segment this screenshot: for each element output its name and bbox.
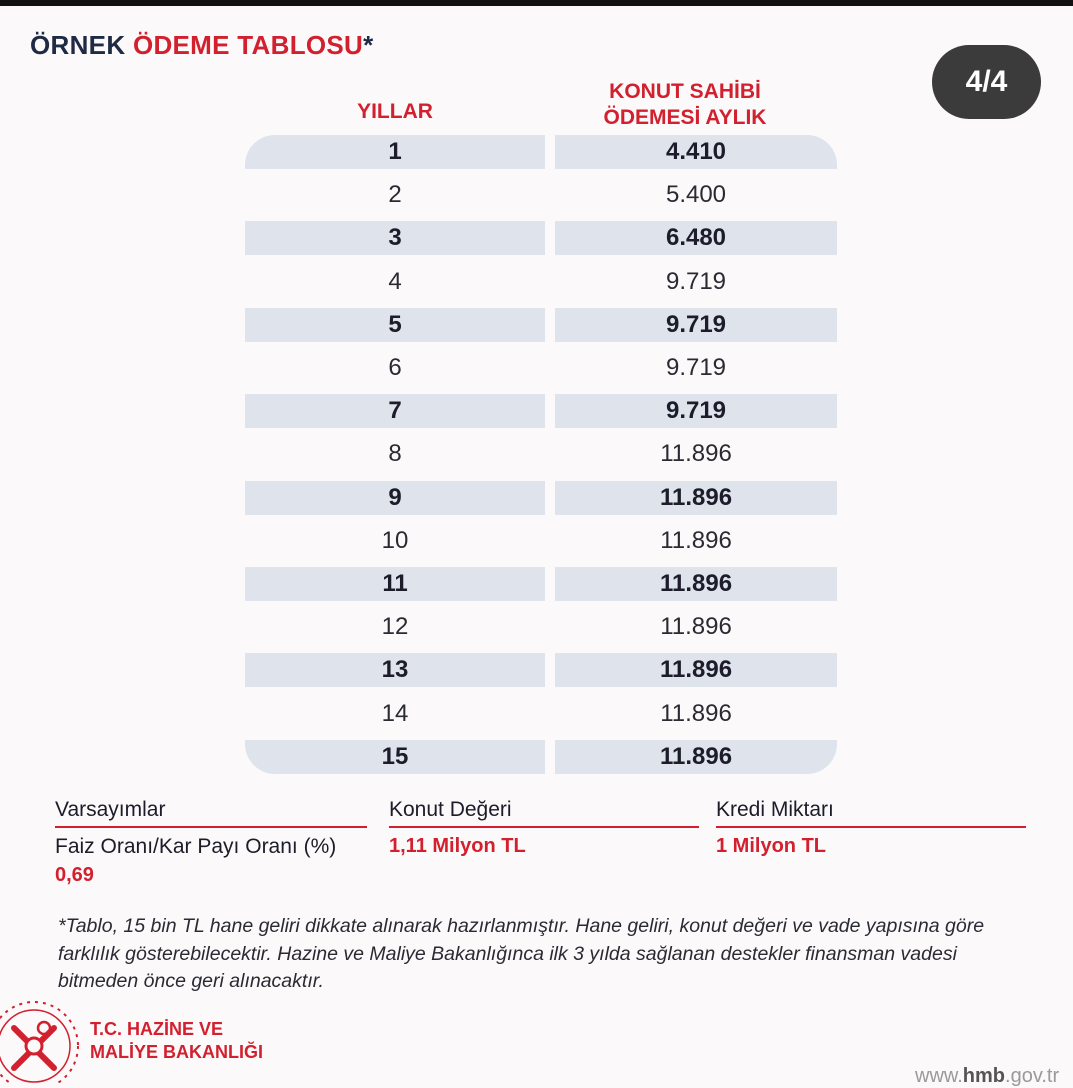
table-row <box>245 437 837 471</box>
table-row <box>245 351 837 385</box>
year-cell: 14 <box>381 700 409 727</box>
payment-cell: 9.719 <box>665 268 727 295</box>
payment-cell: 11.896 <box>660 440 732 467</box>
ministry-name-line2: MALİYE BAKANLIĞI <box>90 1042 263 1062</box>
url-domain: hmb <box>962 1065 1006 1087</box>
year-cell: 13 <box>245 653 545 687</box>
year-cell: 12 <box>381 613 409 640</box>
house-value: 1,11 Milyon TL <box>389 835 526 857</box>
table-row <box>245 265 837 299</box>
year-cell: 15 <box>245 740 545 774</box>
payment-cell: 11.896 <box>555 740 837 774</box>
payment-cell: 11.896 <box>555 567 837 601</box>
table-row <box>245 610 837 644</box>
column-header-payment-line2: ÖDEMESİ AYLIK <box>603 106 767 129</box>
column-header-payment-line1: KONUT SAHİBİ <box>609 80 761 103</box>
table-row <box>245 221 837 255</box>
payment-cell: 11.896 <box>555 481 837 515</box>
year-cell: 5 <box>245 308 545 342</box>
footnote: *Tablo, 15 bin TL hane geliri dikkate alınarak hazırlanmıştır. Hane geliri, konut değeri ve vade yapısına göre farklılık gösterebilecektir. Hazine ve Maliye Bakanlığınca ilk 3 yılda sağlanan destekler finansman vadesi bitmeden önce geri alınacaktır. <box>58 915 985 992</box>
payment-cell: 11.896 <box>555 653 837 687</box>
assumptions-underline <box>55 826 367 828</box>
url-suffix: .gov.tr <box>1005 1065 1060 1087</box>
year-cell: 4 <box>388 268 402 295</box>
house-value-label: Konut Değeri <box>389 798 512 821</box>
table-row <box>245 524 837 558</box>
year-cell: 3 <box>245 221 545 255</box>
payment-cell: 9.719 <box>555 308 837 342</box>
year-cell: 10 <box>381 527 409 554</box>
payment-cell: 11.896 <box>660 613 732 640</box>
title-part2: ÖDEME TABLOSU <box>132 30 364 60</box>
payment-cell: 11.896 <box>660 527 732 554</box>
house-value-underline <box>389 826 699 828</box>
rate-label: Faiz Oranı/Kar Payı Oranı (%) <box>55 835 337 858</box>
top-status-bar <box>0 0 1073 6</box>
table-row <box>245 394 837 428</box>
table-row <box>245 697 837 731</box>
column-header-payment <box>555 79 815 131</box>
payment-cell: 9.719 <box>555 394 837 428</box>
loan-underline <box>716 826 1026 828</box>
ministry-seal-logo <box>0 992 82 1083</box>
title-part1: ÖRNEK <box>30 30 126 60</box>
payment-cell: 4.410 <box>555 135 837 169</box>
year-cell: 6 <box>388 354 402 381</box>
loan-label: Kredi Miktarı <box>716 798 834 821</box>
table-row <box>245 135 837 169</box>
year-cell: 1 <box>245 135 545 169</box>
table-row <box>245 178 837 212</box>
year-cell: 2 <box>388 181 402 208</box>
page-title <box>30 30 374 61</box>
title-asterisk: * <box>363 30 374 60</box>
url-prefix: www. <box>915 1065 963 1087</box>
year-cell: 7 <box>245 394 545 428</box>
ministry-name-line1: T.C. HAZİNE VE <box>90 1019 224 1039</box>
table-row <box>245 740 837 774</box>
payment-cell: 9.719 <box>665 354 727 381</box>
payment-cell: 6.480 <box>555 221 837 255</box>
table-row <box>245 481 837 515</box>
assumptions-label: Varsayımlar <box>55 798 166 821</box>
payment-cell: 5.400 <box>665 181 727 208</box>
website-url[interactable] <box>915 1065 1059 1088</box>
payment-cell: 11.896 <box>660 700 732 727</box>
table-row <box>245 653 837 687</box>
ministry-name <box>90 1018 263 1064</box>
column-header-years: YILLAR <box>357 100 433 123</box>
rate-value: 0,69 <box>55 864 94 886</box>
loan-value: 1 Milyon TL <box>716 835 826 857</box>
table-row <box>245 567 837 601</box>
table-row <box>245 308 837 342</box>
page-counter-badge: 4/4 <box>932 45 1041 119</box>
year-cell: 9 <box>245 481 545 515</box>
year-cell: 8 <box>388 440 402 467</box>
year-cell: 11 <box>245 567 545 601</box>
